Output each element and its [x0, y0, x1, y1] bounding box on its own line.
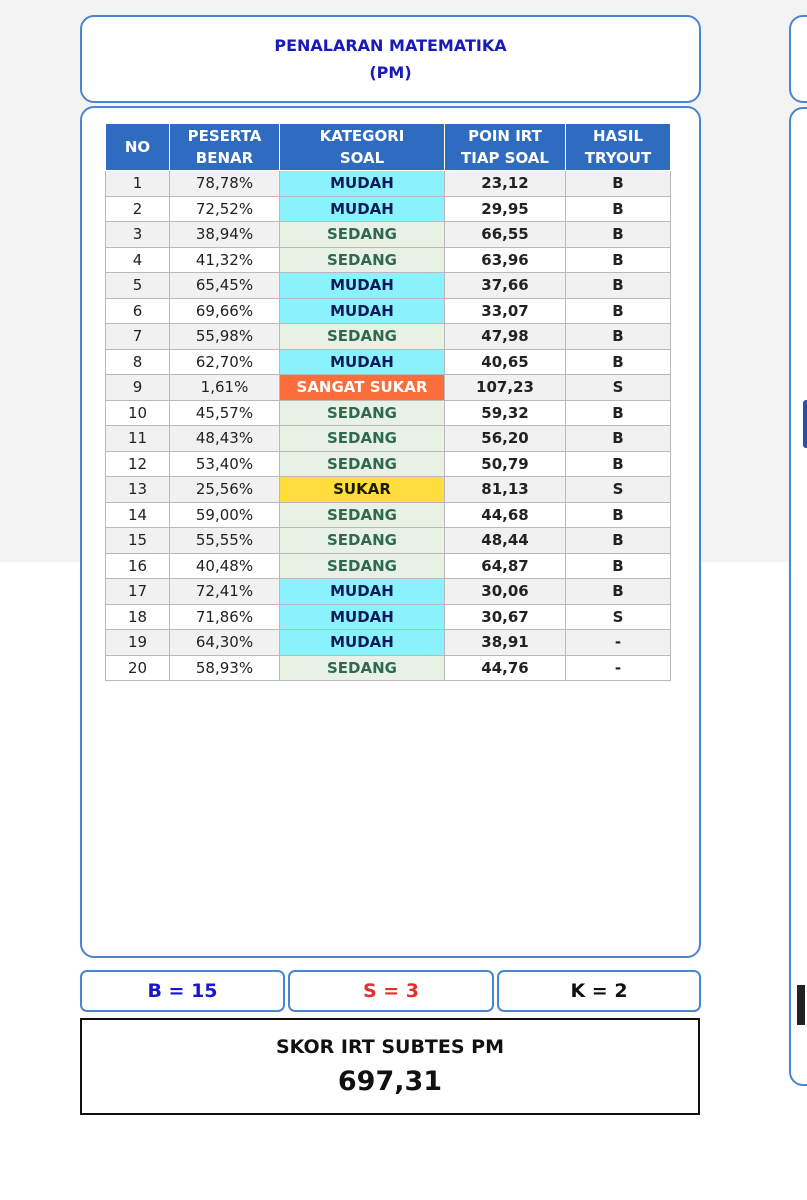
- cell-peserta-benar: 45,57%: [170, 400, 280, 426]
- cell-hasil: B: [566, 298, 671, 324]
- cell-hasil: B: [566, 400, 671, 426]
- col-header-hasil: [566, 124, 671, 171]
- cell-kategori: SEDANG: [280, 426, 445, 452]
- col-header-kategori: [280, 124, 445, 171]
- cell-poin-irt: 44,68: [445, 502, 566, 528]
- score-value: 697,31: [337, 1065, 443, 1097]
- table-row: [106, 273, 671, 299]
- cell-kategori: MUDAH: [280, 171, 445, 197]
- cell-no: 3: [106, 222, 170, 248]
- cell-no: 18: [106, 604, 170, 630]
- table-row: [106, 579, 671, 605]
- cell-peserta-benar: 58,93%: [170, 655, 280, 681]
- cell-peserta-benar: 72,41%: [170, 579, 280, 605]
- next-card-body-edge: [789, 107, 807, 1086]
- cell-hasil: B: [566, 502, 671, 528]
- table-row: [106, 222, 671, 248]
- col-header-poin-line1: POIN IRT: [468, 127, 542, 145]
- col-header-peserta-line2: BENAR: [195, 149, 254, 167]
- cell-kategori: MUDAH: [280, 579, 445, 605]
- table-row: [106, 477, 671, 503]
- cell-kategori: SEDANG: [280, 247, 445, 273]
- cell-hasil: B: [566, 426, 671, 452]
- col-header-hasil-line1: HASIL: [592, 127, 644, 145]
- col-header-no: NO: [106, 124, 170, 171]
- score-card: [80, 1018, 700, 1115]
- table-header-row: [106, 124, 671, 171]
- score-label: SKOR IRT SUBTES PM: [275, 1035, 505, 1058]
- cell-peserta-benar: 55,55%: [170, 528, 280, 554]
- subtest-title-card: [80, 15, 701, 103]
- cell-no: 11: [106, 426, 170, 452]
- cell-kategori: SEDANG: [280, 451, 445, 477]
- cell-hasil: B: [566, 324, 671, 350]
- cell-hasil: B: [566, 579, 671, 605]
- cell-poin-irt: 44,76: [445, 655, 566, 681]
- cell-no: 12: [106, 451, 170, 477]
- cell-kategori: SANGAT SUKAR: [280, 375, 445, 401]
- cell-no: 7: [106, 324, 170, 350]
- cell-kategori: SEDANG: [280, 400, 445, 426]
- cell-peserta-benar: 48,43%: [170, 426, 280, 452]
- table-row: [106, 324, 671, 350]
- col-header-peserta-line1: PESERTA: [187, 127, 262, 145]
- cell-peserta-benar: 78,78%: [170, 171, 280, 197]
- cell-hasil: B: [566, 553, 671, 579]
- cell-no: 6: [106, 298, 170, 324]
- cell-peserta-benar: 40,48%: [170, 553, 280, 579]
- cell-kategori: SEDANG: [280, 502, 445, 528]
- cell-poin-irt: 40,65: [445, 349, 566, 375]
- cell-peserta-benar: 38,94%: [170, 222, 280, 248]
- table-row: [106, 400, 671, 426]
- cell-kategori: MUDAH: [280, 196, 445, 222]
- cell-no: 4: [106, 247, 170, 273]
- table-row: [106, 375, 671, 401]
- cell-peserta-benar: 55,98%: [170, 324, 280, 350]
- col-header-poin: [445, 124, 566, 171]
- cell-no: 9: [106, 375, 170, 401]
- cell-no: 1: [106, 171, 170, 197]
- next-card-marker: [803, 400, 807, 448]
- cell-poin-irt: 37,66: [445, 273, 566, 299]
- cell-poin-irt: 64,87: [445, 553, 566, 579]
- cell-no: 20: [106, 655, 170, 681]
- cell-poin-irt: 30,67: [445, 604, 566, 630]
- cell-poin-irt: 48,44: [445, 528, 566, 554]
- table-row: [106, 528, 671, 554]
- cell-poin-irt: 50,79: [445, 451, 566, 477]
- col-header-poin-line2: TIAP SOAL: [461, 149, 549, 167]
- cell-hasil: B: [566, 247, 671, 273]
- cell-kategori: MUDAH: [280, 273, 445, 299]
- cell-hasil: -: [566, 630, 671, 656]
- table-row: [106, 451, 671, 477]
- cell-hasil: S: [566, 375, 671, 401]
- cell-peserta-benar: 71,86%: [170, 604, 280, 630]
- col-header-hasil-line2: TRYOUT: [584, 149, 652, 167]
- cell-hasil: B: [566, 528, 671, 554]
- cell-no: 15: [106, 528, 170, 554]
- cell-peserta-benar: 62,70%: [170, 349, 280, 375]
- cell-peserta-benar: 65,45%: [170, 273, 280, 299]
- cell-hasil: S: [566, 477, 671, 503]
- cell-no: 14: [106, 502, 170, 528]
- cell-peserta-benar: 1,61%: [170, 375, 280, 401]
- cell-kategori: MUDAH: [280, 349, 445, 375]
- table-row: [106, 426, 671, 452]
- cell-poin-irt: 59,32: [445, 400, 566, 426]
- cell-no: 10: [106, 400, 170, 426]
- cell-kategori: SEDANG: [280, 324, 445, 350]
- cell-kategori: MUDAH: [280, 604, 445, 630]
- cell-poin-irt: 66,55: [445, 222, 566, 248]
- cell-kategori: SEDANG: [280, 528, 445, 554]
- cell-kategori: SEDANG: [280, 655, 445, 681]
- cell-hasil: B: [566, 349, 671, 375]
- table-row: [106, 247, 671, 273]
- table-row: [106, 604, 671, 630]
- cell-poin-irt: 23,12: [445, 171, 566, 197]
- cell-no: 16: [106, 553, 170, 579]
- cell-kategori: MUDAH: [280, 298, 445, 324]
- cell-peserta-benar: 64,30%: [170, 630, 280, 656]
- table-row: [106, 655, 671, 681]
- cell-hasil: -: [566, 655, 671, 681]
- cell-no: 19: [106, 630, 170, 656]
- col-header-kategori-line2: SOAL: [339, 149, 385, 167]
- cell-hasil: B: [566, 196, 671, 222]
- results-table: [105, 123, 671, 681]
- table-row: [106, 196, 671, 222]
- cell-poin-irt: 56,20: [445, 426, 566, 452]
- cell-no: 13: [106, 477, 170, 503]
- cell-hasil: B: [566, 273, 671, 299]
- cell-kategori: SUKAR: [280, 477, 445, 503]
- table-row: [106, 630, 671, 656]
- cell-poin-irt: 33,07: [445, 298, 566, 324]
- cell-peserta-benar: 53,40%: [170, 451, 280, 477]
- cell-poin-irt: 29,95: [445, 196, 566, 222]
- cell-hasil: B: [566, 451, 671, 477]
- next-card-title-edge: [789, 15, 807, 103]
- cell-no: 2: [106, 196, 170, 222]
- table-row: [106, 553, 671, 579]
- cell-kategori: MUDAH: [280, 630, 445, 656]
- cell-peserta-benar: 72,52%: [170, 196, 280, 222]
- table-row: [106, 349, 671, 375]
- cell-peserta-benar: 69,66%: [170, 298, 280, 324]
- cell-poin-irt: 107,23: [445, 375, 566, 401]
- cell-poin-irt: 47,98: [445, 324, 566, 350]
- count-salah-badge: S = 3: [288, 970, 494, 1012]
- table-row: [106, 298, 671, 324]
- cell-kategori: SEDANG: [280, 222, 445, 248]
- table-row: [106, 171, 671, 197]
- count-benar-badge: B = 15: [80, 970, 285, 1012]
- cell-poin-irt: 63,96: [445, 247, 566, 273]
- cell-no: 8: [106, 349, 170, 375]
- count-kosong-badge: K = 2: [497, 970, 701, 1012]
- table-row: [106, 502, 671, 528]
- cell-hasil: B: [566, 222, 671, 248]
- cell-peserta-benar: 59,00%: [170, 502, 280, 528]
- cell-peserta-benar: 25,56%: [170, 477, 280, 503]
- cell-hasil: B: [566, 171, 671, 197]
- cell-poin-irt: 81,13: [445, 477, 566, 503]
- cell-peserta-benar: 41,32%: [170, 247, 280, 273]
- col-header-peserta: [170, 124, 280, 171]
- cell-poin-irt: 38,91: [445, 630, 566, 656]
- subtest-title: PENALARAN MATEMATIKA: [274, 36, 507, 55]
- col-header-kategori-line1: KATEGORI: [319, 127, 405, 145]
- cell-hasil: S: [566, 604, 671, 630]
- cell-no: 17: [106, 579, 170, 605]
- cell-kategori: SEDANG: [280, 553, 445, 579]
- table-body: [106, 171, 671, 681]
- subtest-code: (PM): [369, 63, 412, 82]
- next-card-text-fragment: [797, 985, 805, 1025]
- cell-no: 5: [106, 273, 170, 299]
- cell-poin-irt: 30,06: [445, 579, 566, 605]
